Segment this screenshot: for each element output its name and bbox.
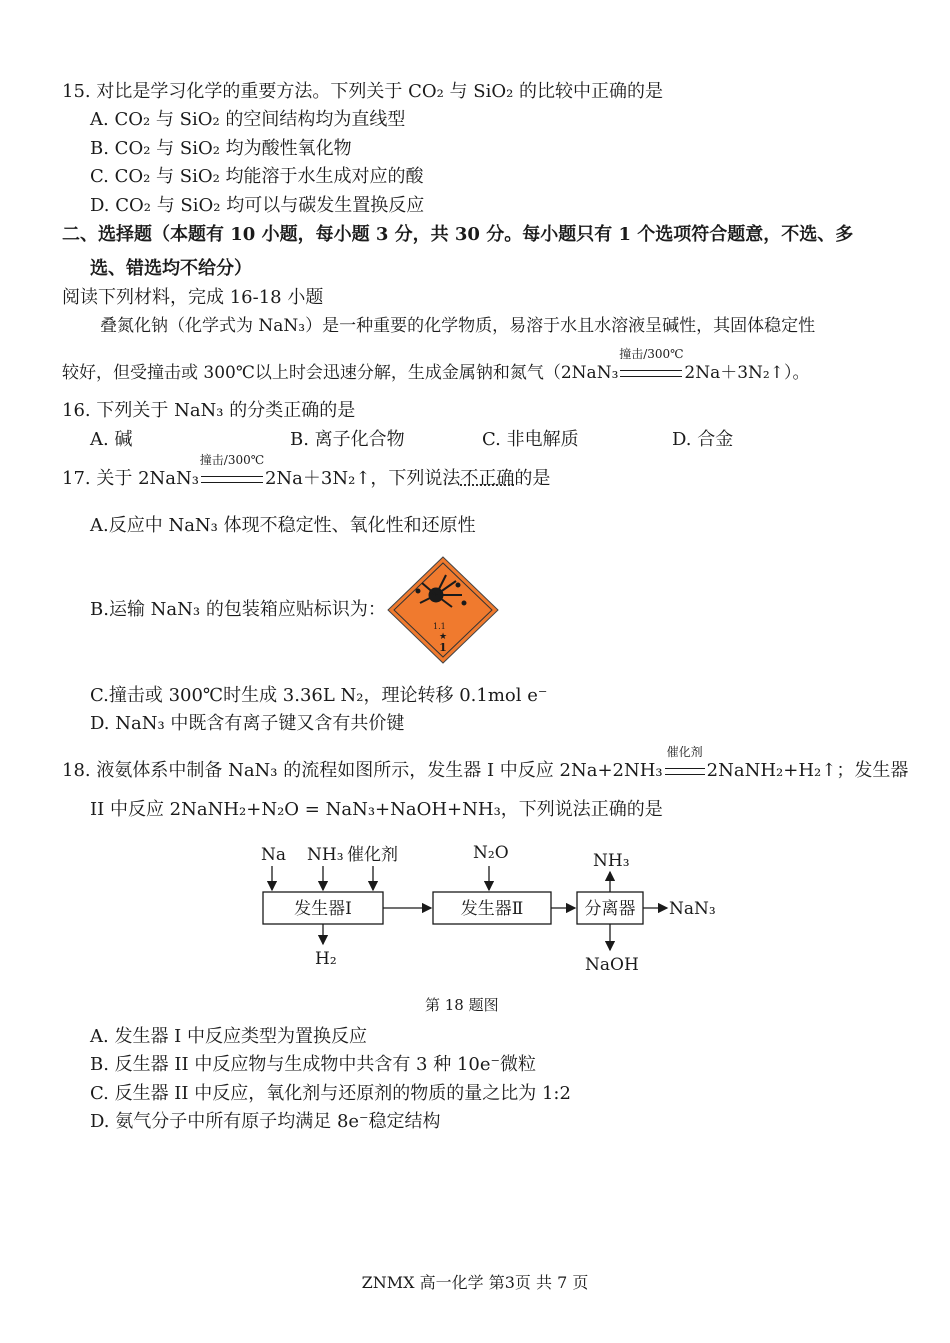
section-heading-part1: 二、选择题（本题有 10 小题，每小题 3 分，共 30 分。每小题: [62, 224, 577, 245]
flow-diagram: [255, 840, 735, 980]
hazard-division: 1.1: [433, 622, 446, 631]
q15-option-d: D. CO₂ 与 SiO₂ 均可以与碳发生置换反应: [90, 195, 425, 216]
q15-stem: 15. 对比是学习化学的重要方法。下列关于 CO₂ 与 SiO₂ 的比较中正确的是: [62, 81, 664, 102]
q17-stem: 17. 关于 2NaN₃ 撞击/300℃ 2Na＋3N₂↑，下列说法不正确的是: [62, 453, 551, 489]
q16-option-d: D. 合金: [672, 429, 734, 450]
q18-stem-line2: II 中反应 2NaNH₂+N₂O = NaN₃+NaOH+NH₃，下列说法正确的是: [90, 799, 663, 820]
section-heading-emphasis: 只有: [576, 224, 613, 245]
output-nh3: NH₃: [593, 851, 630, 871]
input-catalyst: 催化剂: [347, 845, 398, 865]
q17-option-b: B.运输 NaN₃ 的包装箱应贴标识为：: [90, 599, 386, 620]
material-line2: 较好，但受撞击或 300℃以上时会迅速分解，生成金属钠和氮气（2NaN₃ 撞击/300℃ 2Na＋3N₂↑）。: [62, 347, 810, 383]
input-n2o: N₂O: [473, 843, 509, 863]
page-footer: ZNMX 高一化学 第3页 共 7 页: [361, 1273, 589, 1292]
q18-option-c: C. 反生器 II 中反应，氧化剂与还原剂的物质的量之比为 1:2: [90, 1083, 571, 1104]
explosive-hazard-label-icon: [386, 555, 500, 665]
input-nh3: NH₃: [307, 845, 344, 865]
section-2-heading-line2: 选、错选均不给分）: [90, 258, 252, 279]
generator-2-label: 发生器Ⅱ: [460, 899, 524, 919]
q18-option-a: A. 发生器 I 中反应类型为置换反应: [90, 1026, 367, 1047]
q18-option-b: B. 反生器 II 中反应物与生成物中共含有 3 种 10e⁻微粒: [90, 1054, 537, 1075]
section-heading-part2: 1 个选项符合题意，不选、多: [612, 224, 854, 245]
input-na: Na: [261, 845, 287, 865]
output-naoh: NaOH: [585, 955, 639, 975]
q15-option-c: C. CO₂ 与 SiO₂ 均能溶于水生成对应的酸: [90, 166, 424, 187]
q16-option-a: A. 碱: [90, 429, 133, 450]
reaction-condition: 撞击/300℃: [618, 361, 684, 385]
q18-option-d: D. 氨气分子中所有原子均满足 8e⁻稳定结构: [90, 1111, 441, 1132]
output-h2: H₂: [315, 949, 337, 969]
hazard-star: ★: [438, 632, 448, 642]
section-2-heading: [62, 223, 853, 247]
material-line1: 叠氮化钠（化学式为 NaN₃）是一种重要的化学物质，易溶于水且水溶液呈碱性，其固体稳定性: [100, 316, 816, 336]
material-intro: 阅读下列材料，完成 16-18 小题: [62, 287, 324, 308]
q18-stem-line1: 18. 液氨体系中制备 NaN₃ 的流程如图所示，发生器 I 中反应 2Na+2NH₃ 催化剂 2NaNH₂+H₂↑；发生器: [62, 745, 909, 781]
hazard-class: 1: [439, 641, 447, 654]
q17-option-d: D. NaN₃ 中既含有离子键又含有共价键: [90, 713, 405, 734]
q17-option-a: A.反应中 NaN₃ 体现不稳定性、氧化性和还原性: [90, 515, 476, 536]
q17-option-c: C.撞击或 300℃时生成 3.36L N₂，理论转移 0.1mol e⁻: [90, 685, 548, 706]
q15-option-b: B. CO₂ 与 SiO₂ 均为酸性氧化物: [90, 138, 352, 159]
reaction-condition: 撞击/300℃: [199, 467, 265, 491]
reaction-condition: 催化剂: [663, 759, 707, 783]
q16-option-c: C. 非电解质: [482, 429, 579, 450]
generator-1-label: 发生器Ⅰ: [294, 899, 352, 919]
q15-option-a: A. CO₂ 与 SiO₂ 的空间结构均为直线型: [90, 109, 406, 130]
output-nan3: NaN₃: [669, 899, 716, 919]
q16-stem: 16. 下列关于 NaN₃ 的分类正确的是: [62, 400, 356, 421]
figure-caption: 第 18 题图: [425, 996, 499, 1014]
q17-emphasis: 不正确: [460, 468, 515, 489]
q16-option-b: B. 离子化合物: [290, 429, 405, 450]
separator-label: 分离器: [584, 899, 636, 919]
